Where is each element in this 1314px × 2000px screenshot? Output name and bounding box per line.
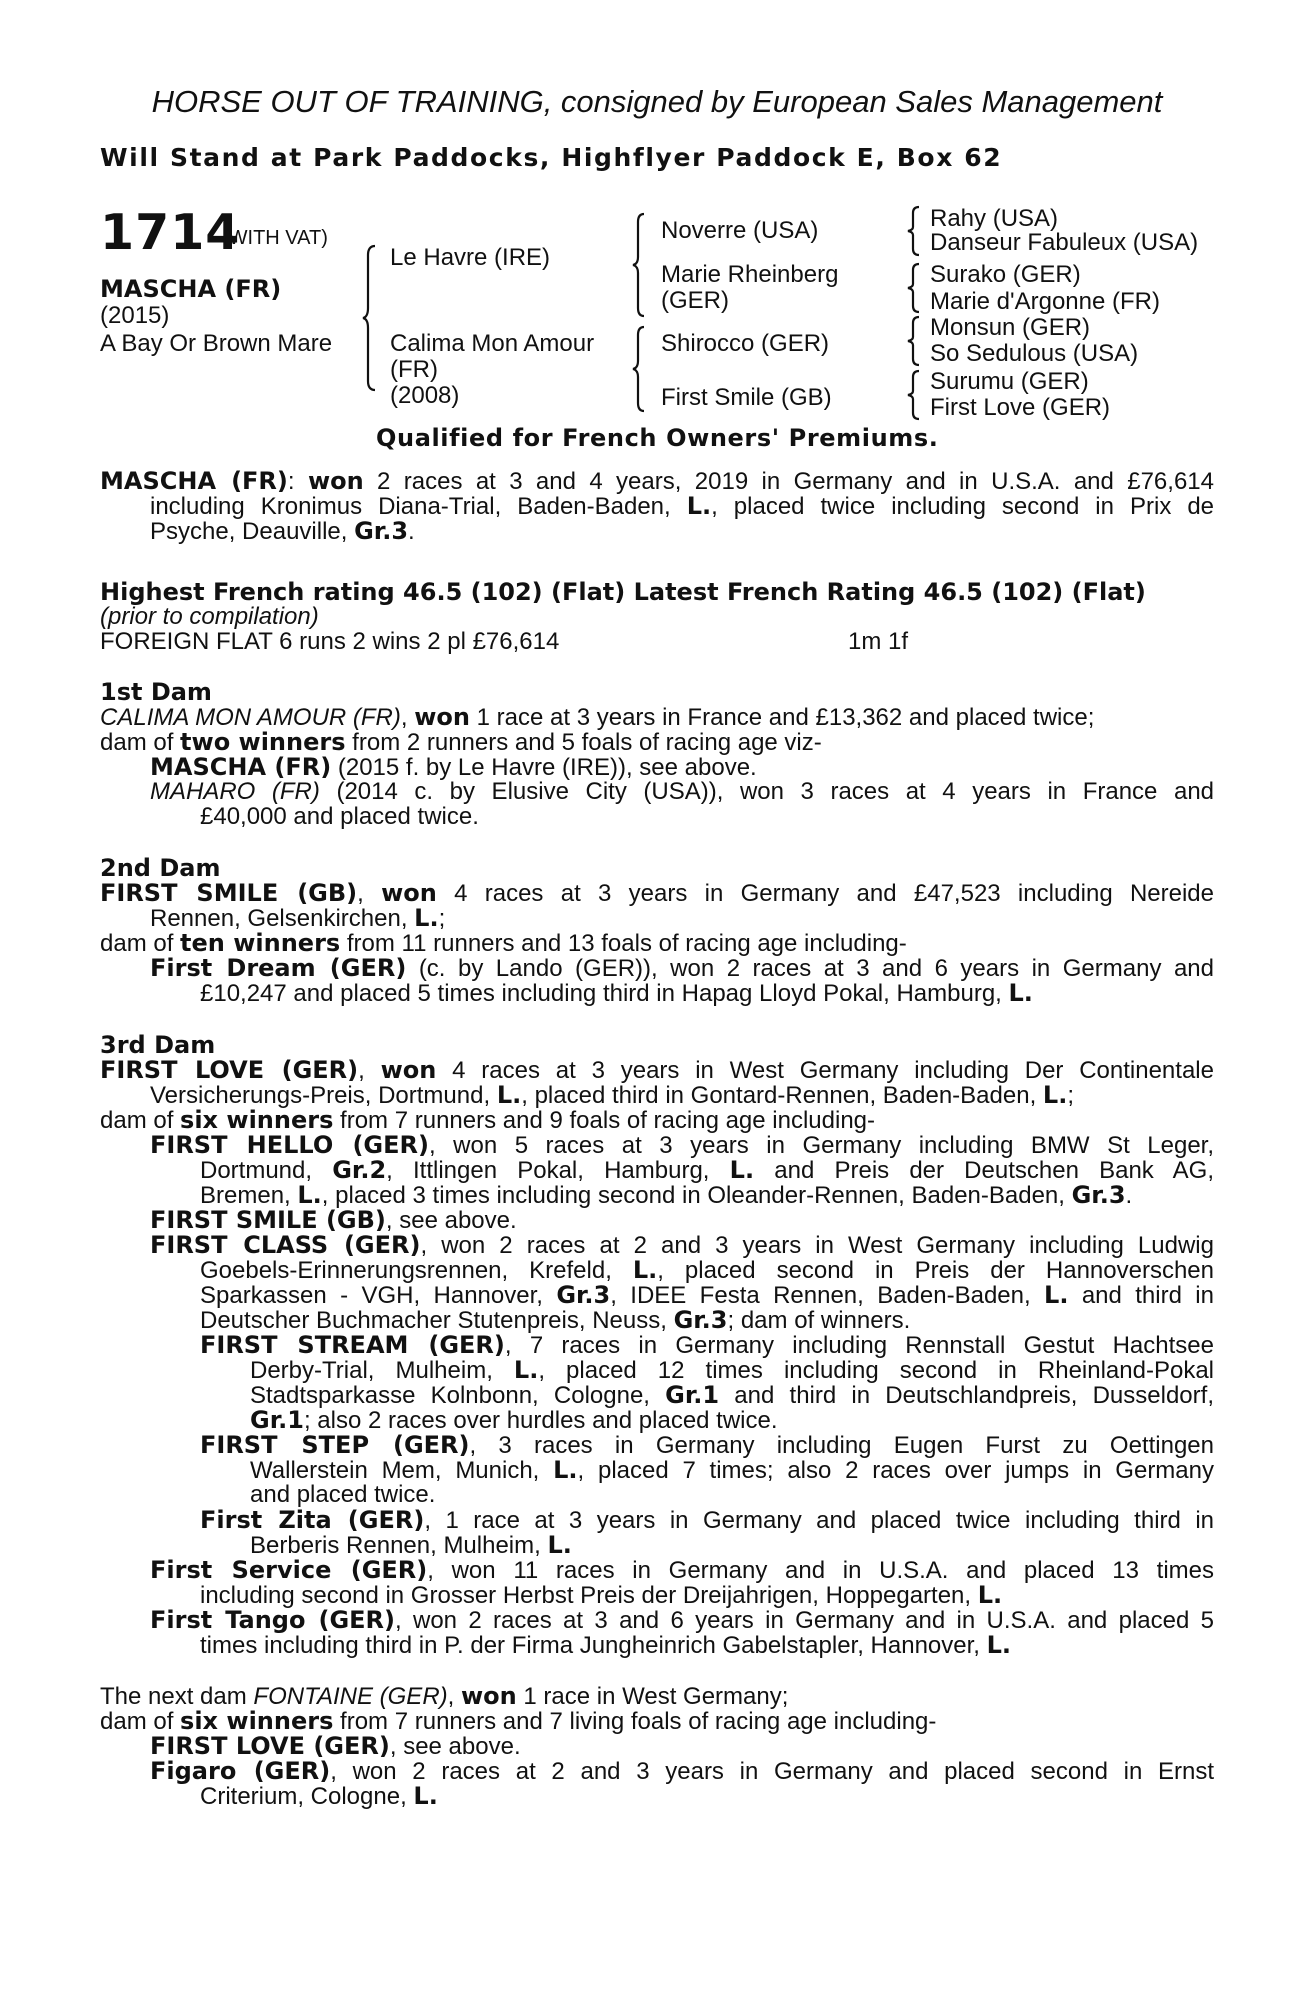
text-segment: and third in Deutschlandpreis, Dusseldorf, bbox=[719, 1382, 1214, 1409]
bold-text: 2nd Dam bbox=[100, 854, 221, 882]
text-line bbox=[150, 1232, 1214, 1259]
bold-text: won bbox=[307, 467, 364, 495]
text-segment: Psyche, Deauville, bbox=[150, 518, 355, 545]
bold-text: Highest French rating 46.5 (102) (Flat) Latest French Rating 46.5 (102) (Flat) bbox=[100, 578, 1146, 606]
text-segment: Criterium, Cologne, bbox=[200, 1783, 414, 1810]
bold-text: FIRST STREAM (GER) bbox=[200, 1331, 505, 1359]
text-segment: Goebels-Erinnerungsrennen, Krefeld, bbox=[200, 1257, 633, 1284]
text-segment: from 11 runners and 13 foals of racing age including- bbox=[340, 930, 907, 957]
bold-text: L. bbox=[1044, 1281, 1069, 1309]
pedigree-brace-main bbox=[362, 245, 378, 391]
horse-year: (2015) bbox=[100, 302, 170, 329]
text-line bbox=[200, 980, 1033, 1007]
text-segment: dam of bbox=[100, 1708, 181, 1735]
bold-text: Figaro (GER) bbox=[150, 1757, 331, 1785]
text-line bbox=[100, 1057, 1214, 1084]
text-segment: , won 2 races at 3 and 6 years in Germany and in U.S.A. and placed 5 bbox=[395, 1607, 1215, 1634]
text-line bbox=[150, 955, 1214, 982]
text-segment: ; bbox=[1067, 1082, 1074, 1109]
vat-note: (WITH VAT) bbox=[222, 227, 328, 249]
text-segment: Bremen, bbox=[200, 1182, 298, 1209]
bold-text: L. bbox=[632, 1256, 658, 1284]
text-segment: , 1 race at 3 years in Germany and placed twice including third in bbox=[424, 1507, 1215, 1534]
text-segment: and placed twice. bbox=[250, 1481, 436, 1508]
bold-text: 3rd Dam bbox=[100, 1031, 216, 1059]
text-segment: , placed 12 times including second in Rheinland-Pokal bbox=[538, 1357, 1214, 1384]
text-line bbox=[100, 930, 907, 957]
pedigree-gg-2: Danseur Fabuleux (USA) bbox=[930, 229, 1199, 256]
text-line bbox=[848, 629, 908, 655]
text-segment: and third in bbox=[1068, 1282, 1214, 1309]
text-segment: Stadtsparkasse Kolnbonn, Cologne, bbox=[250, 1382, 666, 1409]
bold-text: L. bbox=[513, 1356, 539, 1384]
bold-text: six winners bbox=[180, 1707, 334, 1735]
bold-text: L. bbox=[977, 1581, 1003, 1609]
text-line bbox=[250, 1532, 572, 1559]
pedigree-brace-gg-2 bbox=[907, 263, 921, 313]
text-segment: . bbox=[408, 518, 415, 545]
bold-text: ten winners bbox=[180, 929, 341, 957]
text-segment: , bbox=[400, 704, 415, 731]
bold-text: Gr.3 bbox=[354, 517, 409, 545]
bold-text: MASCHA (FR) bbox=[150, 753, 332, 781]
bold-text: L. bbox=[686, 492, 712, 520]
text-segment: , 3 races in Germany including Eugen Furst zu Oettingen bbox=[469, 1432, 1214, 1459]
text-line bbox=[100, 1708, 936, 1735]
text-segment: Derby-Trial, Mulheim, bbox=[250, 1357, 514, 1384]
text-segment: dam of bbox=[100, 930, 181, 957]
pedigree-dam-sire: Shirocco (GER) bbox=[661, 330, 830, 357]
text-line bbox=[100, 604, 319, 630]
pedigree-brace-sire bbox=[632, 213, 646, 317]
bold-text: won bbox=[414, 703, 470, 731]
pedigree-brace-dam bbox=[632, 326, 646, 412]
text-segment: (2014 c. by Elusive City (USA)), won 3 races at 4 years in France and bbox=[319, 778, 1215, 805]
bold-text: two winners bbox=[180, 728, 346, 756]
text-segment: Berberis Rennen, Mulheim, bbox=[250, 1532, 548, 1559]
text-line bbox=[200, 1257, 1214, 1284]
text-segment: , placed second in Preis der Hannoverschen bbox=[657, 1257, 1214, 1284]
text-segment: The next dam bbox=[100, 1683, 254, 1710]
text-line bbox=[150, 518, 415, 545]
bold-text: L. bbox=[1008, 979, 1033, 1007]
bold-text: won bbox=[380, 1056, 437, 1084]
text-segment: including second in Grosser Herbst Preis der Dreijahrigen, Hoppegarten, bbox=[200, 1582, 978, 1609]
pedigree-dam-line-2: (FR) bbox=[390, 356, 438, 383]
pedigree-dam-line-3: (2008) bbox=[390, 382, 460, 409]
text-segment: , IDEE Festa Rennen, Baden-Baden, bbox=[610, 1282, 1045, 1309]
text-segment: : bbox=[287, 468, 308, 495]
text-line bbox=[250, 1382, 1214, 1409]
pedigree-gg-3: Surako (GER) bbox=[930, 261, 1081, 288]
text-segment: , won 2 races at 2 and 3 years in West Germany including Ludwig bbox=[420, 1232, 1214, 1259]
text-segment: ; dam of winners. bbox=[727, 1307, 911, 1334]
text-segment: , see above. bbox=[385, 1207, 517, 1234]
page-title: HORSE OUT OF TRAINING, consigned by European Sales Management bbox=[151, 84, 1163, 119]
bold-text: 1st Dam bbox=[100, 678, 212, 706]
text-segment: , placed twice including second in Prix de bbox=[711, 493, 1215, 520]
pedigree-dam-line-1: Calima Mon Amour bbox=[390, 330, 595, 357]
bold-text: L. bbox=[413, 1782, 438, 1810]
bold-text: First Dream (GER) bbox=[150, 954, 407, 982]
text-line bbox=[250, 1457, 1214, 1484]
bold-text: L. bbox=[496, 1081, 522, 1109]
text-line bbox=[250, 1357, 1214, 1384]
bold-text: Gr.3 bbox=[673, 1306, 728, 1334]
bold-text: Gr.1 bbox=[665, 1381, 720, 1409]
text-line bbox=[150, 1758, 1214, 1785]
text-segment: , placed 3 times including second in Oleander-Rennen, Baden-Baden, bbox=[321, 1182, 1072, 1209]
text-segment: Wallerstein Mem, Munich, bbox=[250, 1457, 554, 1484]
pedigree-gg-4: Marie d'Argonne (FR) bbox=[930, 288, 1160, 315]
text-segment: dam of bbox=[100, 729, 181, 756]
text-segment: dam of bbox=[100, 1107, 181, 1134]
text-segment: from 2 runners and 5 foals of racing age viz- bbox=[345, 729, 822, 756]
text-segment: times including third in P. der Firma Jungheinrich Gabelstapler, Hannover, bbox=[200, 1632, 987, 1659]
text-segment: FOREIGN FLAT 6 runs 2 wins 2 pl £76,614 bbox=[100, 628, 560, 655]
pedigree-brace-gg-1 bbox=[907, 206, 921, 256]
pedigree-sire: Le Havre (IRE) bbox=[390, 244, 551, 271]
text-segment: Dortmund, bbox=[200, 1157, 333, 1184]
italic-text: (prior to compilation) bbox=[100, 603, 319, 630]
text-line bbox=[200, 1582, 1002, 1609]
text-line bbox=[100, 880, 1214, 907]
text-line bbox=[200, 1282, 1214, 1309]
bold-text: L. bbox=[547, 1531, 572, 1559]
bold-text: Gr.3 bbox=[1071, 1181, 1126, 1209]
text-line bbox=[100, 1107, 875, 1134]
bold-text: L. bbox=[986, 1631, 1012, 1659]
text-segment: Deutscher Buchmacher Stutenpreis, Neuss, bbox=[200, 1307, 674, 1334]
text-segment: Rennen, Gelsenkirchen, bbox=[150, 905, 415, 932]
text-segment: from 7 runners and 7 living foals of racing age including- bbox=[333, 1708, 937, 1735]
bold-text: Gr.3 bbox=[556, 1281, 611, 1309]
text-line bbox=[150, 1132, 1214, 1159]
text-line bbox=[100, 579, 1146, 606]
bold-text: FIRST LOVE (GER) bbox=[150, 1732, 390, 1760]
text-segment: . bbox=[1125, 1182, 1133, 1209]
text-segment: , 7 races in Germany including Rennstall Gestut Hachtsee bbox=[504, 1332, 1214, 1359]
bold-text: FIRST CLASS (GER) bbox=[150, 1231, 421, 1259]
text-segment: , Ittlingen Pokal, Hamburg, bbox=[386, 1157, 730, 1184]
text-line bbox=[100, 629, 559, 655]
text-segment: , bbox=[447, 1683, 461, 1710]
text-segment: , placed third in Gontard-Rennen, Baden-Baden, bbox=[521, 1082, 1043, 1109]
bold-text: FIRST SMILE (GB) bbox=[150, 1206, 386, 1234]
bold-text: Gr.2 bbox=[332, 1156, 387, 1184]
text-line bbox=[200, 1157, 1214, 1184]
text-segment: , bbox=[358, 1057, 381, 1084]
text-segment: , won 5 races at 3 years in Germany including BMW St Leger, bbox=[428, 1132, 1215, 1159]
text-line bbox=[100, 1032, 215, 1059]
text-segment: (c. by Lando (GER)), won 2 races at 3 and 6 years in Germany and bbox=[406, 955, 1214, 982]
text-segment: Sparkassen - VGH, Hannover, bbox=[200, 1282, 557, 1309]
text-line bbox=[100, 855, 220, 882]
pedigree-brace-gg-3 bbox=[907, 316, 921, 366]
pedigree-sire-dam-line-1: Marie Rheinberg bbox=[661, 261, 839, 288]
italic-text: CALIMA MON AMOUR (FR) bbox=[100, 704, 401, 731]
text-line bbox=[100, 704, 1094, 731]
horse-description: A Bay Or Brown Mare bbox=[100, 330, 333, 357]
pedigree-sire-sire: Noverre (USA) bbox=[661, 217, 819, 244]
pedigree-dam-dam: First Smile (GB) bbox=[661, 384, 832, 411]
bold-text: First Zita (GER) bbox=[200, 1506, 425, 1534]
text-line bbox=[150, 1082, 1074, 1109]
text-segment: ; also 2 races over hurdles and placed twice. bbox=[303, 1407, 778, 1434]
text-line bbox=[150, 779, 1214, 805]
bold-text: FIRST STEP (GER) bbox=[200, 1431, 470, 1459]
text-line bbox=[200, 1332, 1214, 1359]
pedigree-gg-8: First Love (GER) bbox=[930, 394, 1111, 421]
text-segment: Versicherungs-Preis, Dortmund, bbox=[150, 1082, 497, 1109]
text-line bbox=[250, 1482, 435, 1508]
text-segment: , bbox=[357, 880, 382, 907]
text-line bbox=[150, 1557, 1214, 1584]
text-line bbox=[250, 1407, 778, 1434]
text-line bbox=[100, 468, 1214, 495]
text-segment: , won 11 races in Germany and in U.S.A. and placed 13 times bbox=[427, 1557, 1214, 1584]
text-line bbox=[150, 1207, 517, 1234]
pedigree-gg-6: So Sedulous (USA) bbox=[930, 340, 1139, 367]
italic-text: MAHARO (FR) bbox=[150, 778, 320, 805]
text-line bbox=[150, 754, 757, 781]
bold-text: FIRST HELLO (GER) bbox=[150, 1131, 429, 1159]
bold-text: FIRST LOVE (GER) bbox=[100, 1056, 359, 1084]
bold-text: L. bbox=[297, 1181, 322, 1209]
text-line bbox=[200, 1182, 1132, 1209]
text-segment: 2 races at 3 and 4 years, 2019 in Germany and in U.S.A. and £76,614 bbox=[363, 468, 1214, 495]
text-segment: , placed 7 times; also 2 races over jumps in Germany bbox=[577, 1457, 1214, 1484]
bold-text: Gr.1 bbox=[250, 1406, 304, 1434]
pedigree-gg-1: Rahy (USA) bbox=[930, 205, 1059, 232]
bold-text: won bbox=[460, 1682, 517, 1710]
bold-text: L. bbox=[553, 1456, 578, 1484]
text-line bbox=[150, 1607, 1214, 1634]
text-line bbox=[200, 804, 479, 830]
text-segment: 4 races at 3 years in West Germany including Der Continentale bbox=[436, 1057, 1214, 1084]
text-line bbox=[150, 1733, 521, 1760]
text-line bbox=[200, 1783, 438, 1810]
pedigree-sire-dam-line-2: (GER) bbox=[661, 287, 729, 314]
bold-text: First Service (GER) bbox=[150, 1556, 428, 1584]
text-line bbox=[200, 1632, 1011, 1659]
text-segment: 4 races at 3 years in Germany and £47,523 including Nereide bbox=[436, 880, 1214, 907]
text-line bbox=[150, 493, 1214, 520]
text-segment: , see above. bbox=[389, 1733, 521, 1760]
text-line bbox=[100, 729, 822, 756]
text-segment: from 7 runners and 9 foals of racing age including- bbox=[333, 1107, 876, 1134]
text-segment: 1 race in West Germany; bbox=[516, 1683, 789, 1710]
text-segment: including Kronimus Diana-Trial, Baden-Baden, bbox=[150, 493, 687, 520]
bold-text: FIRST SMILE (GB) bbox=[100, 879, 358, 907]
premiums-note: Qualified for French Owners' Premiums. bbox=[376, 424, 939, 452]
bold-text: L. bbox=[1042, 1081, 1068, 1109]
text-segment: 1 race at 3 years in France and £13,362 and placed twice; bbox=[469, 704, 1095, 731]
text-line bbox=[200, 1307, 910, 1334]
text-segment: (2015 f. by Le Havre (IRE)), see above. bbox=[331, 754, 757, 781]
text-line bbox=[200, 1507, 1214, 1534]
text-segment: and Preis der Deutschen Bank AG, bbox=[754, 1157, 1214, 1184]
bold-text: won bbox=[381, 879, 437, 907]
bold-text: First Tango (GER) bbox=[150, 1606, 395, 1634]
text-line bbox=[150, 905, 445, 932]
text-segment: ; bbox=[438, 905, 446, 932]
text-segment: £10,247 and placed 5 times including third in Hapag Lloyd Pokal, Hamburg, bbox=[200, 980, 1009, 1007]
lot-number: 1714 bbox=[100, 204, 241, 261]
text-line bbox=[200, 1432, 1214, 1459]
text-line bbox=[100, 1683, 788, 1710]
bold-text: L. bbox=[414, 904, 439, 932]
pedigree-gg-5: Monsun (GER) bbox=[930, 314, 1091, 341]
pedigree-gg-7: Surumu (GER) bbox=[930, 368, 1089, 395]
italic-text: FONTAINE (GER) bbox=[253, 1683, 448, 1710]
text-segment: £40,000 and placed twice. bbox=[200, 803, 479, 830]
bold-text: MASCHA (FR) bbox=[100, 467, 288, 495]
text-segment: 1m 1f bbox=[848, 628, 909, 655]
pedigree-brace-gg-4 bbox=[907, 370, 921, 420]
bold-text: six winners bbox=[180, 1106, 334, 1134]
stand-location: Will Stand at Park Paddocks, Highflyer Paddock E, Box 62 bbox=[100, 143, 1003, 172]
bold-text: L. bbox=[729, 1156, 755, 1184]
horse-name: MASCHA (FR) bbox=[100, 275, 282, 303]
text-segment: , won 2 races at 2 and 3 years in Germany and placed second in Ernst bbox=[330, 1758, 1215, 1785]
text-line bbox=[100, 679, 212, 706]
